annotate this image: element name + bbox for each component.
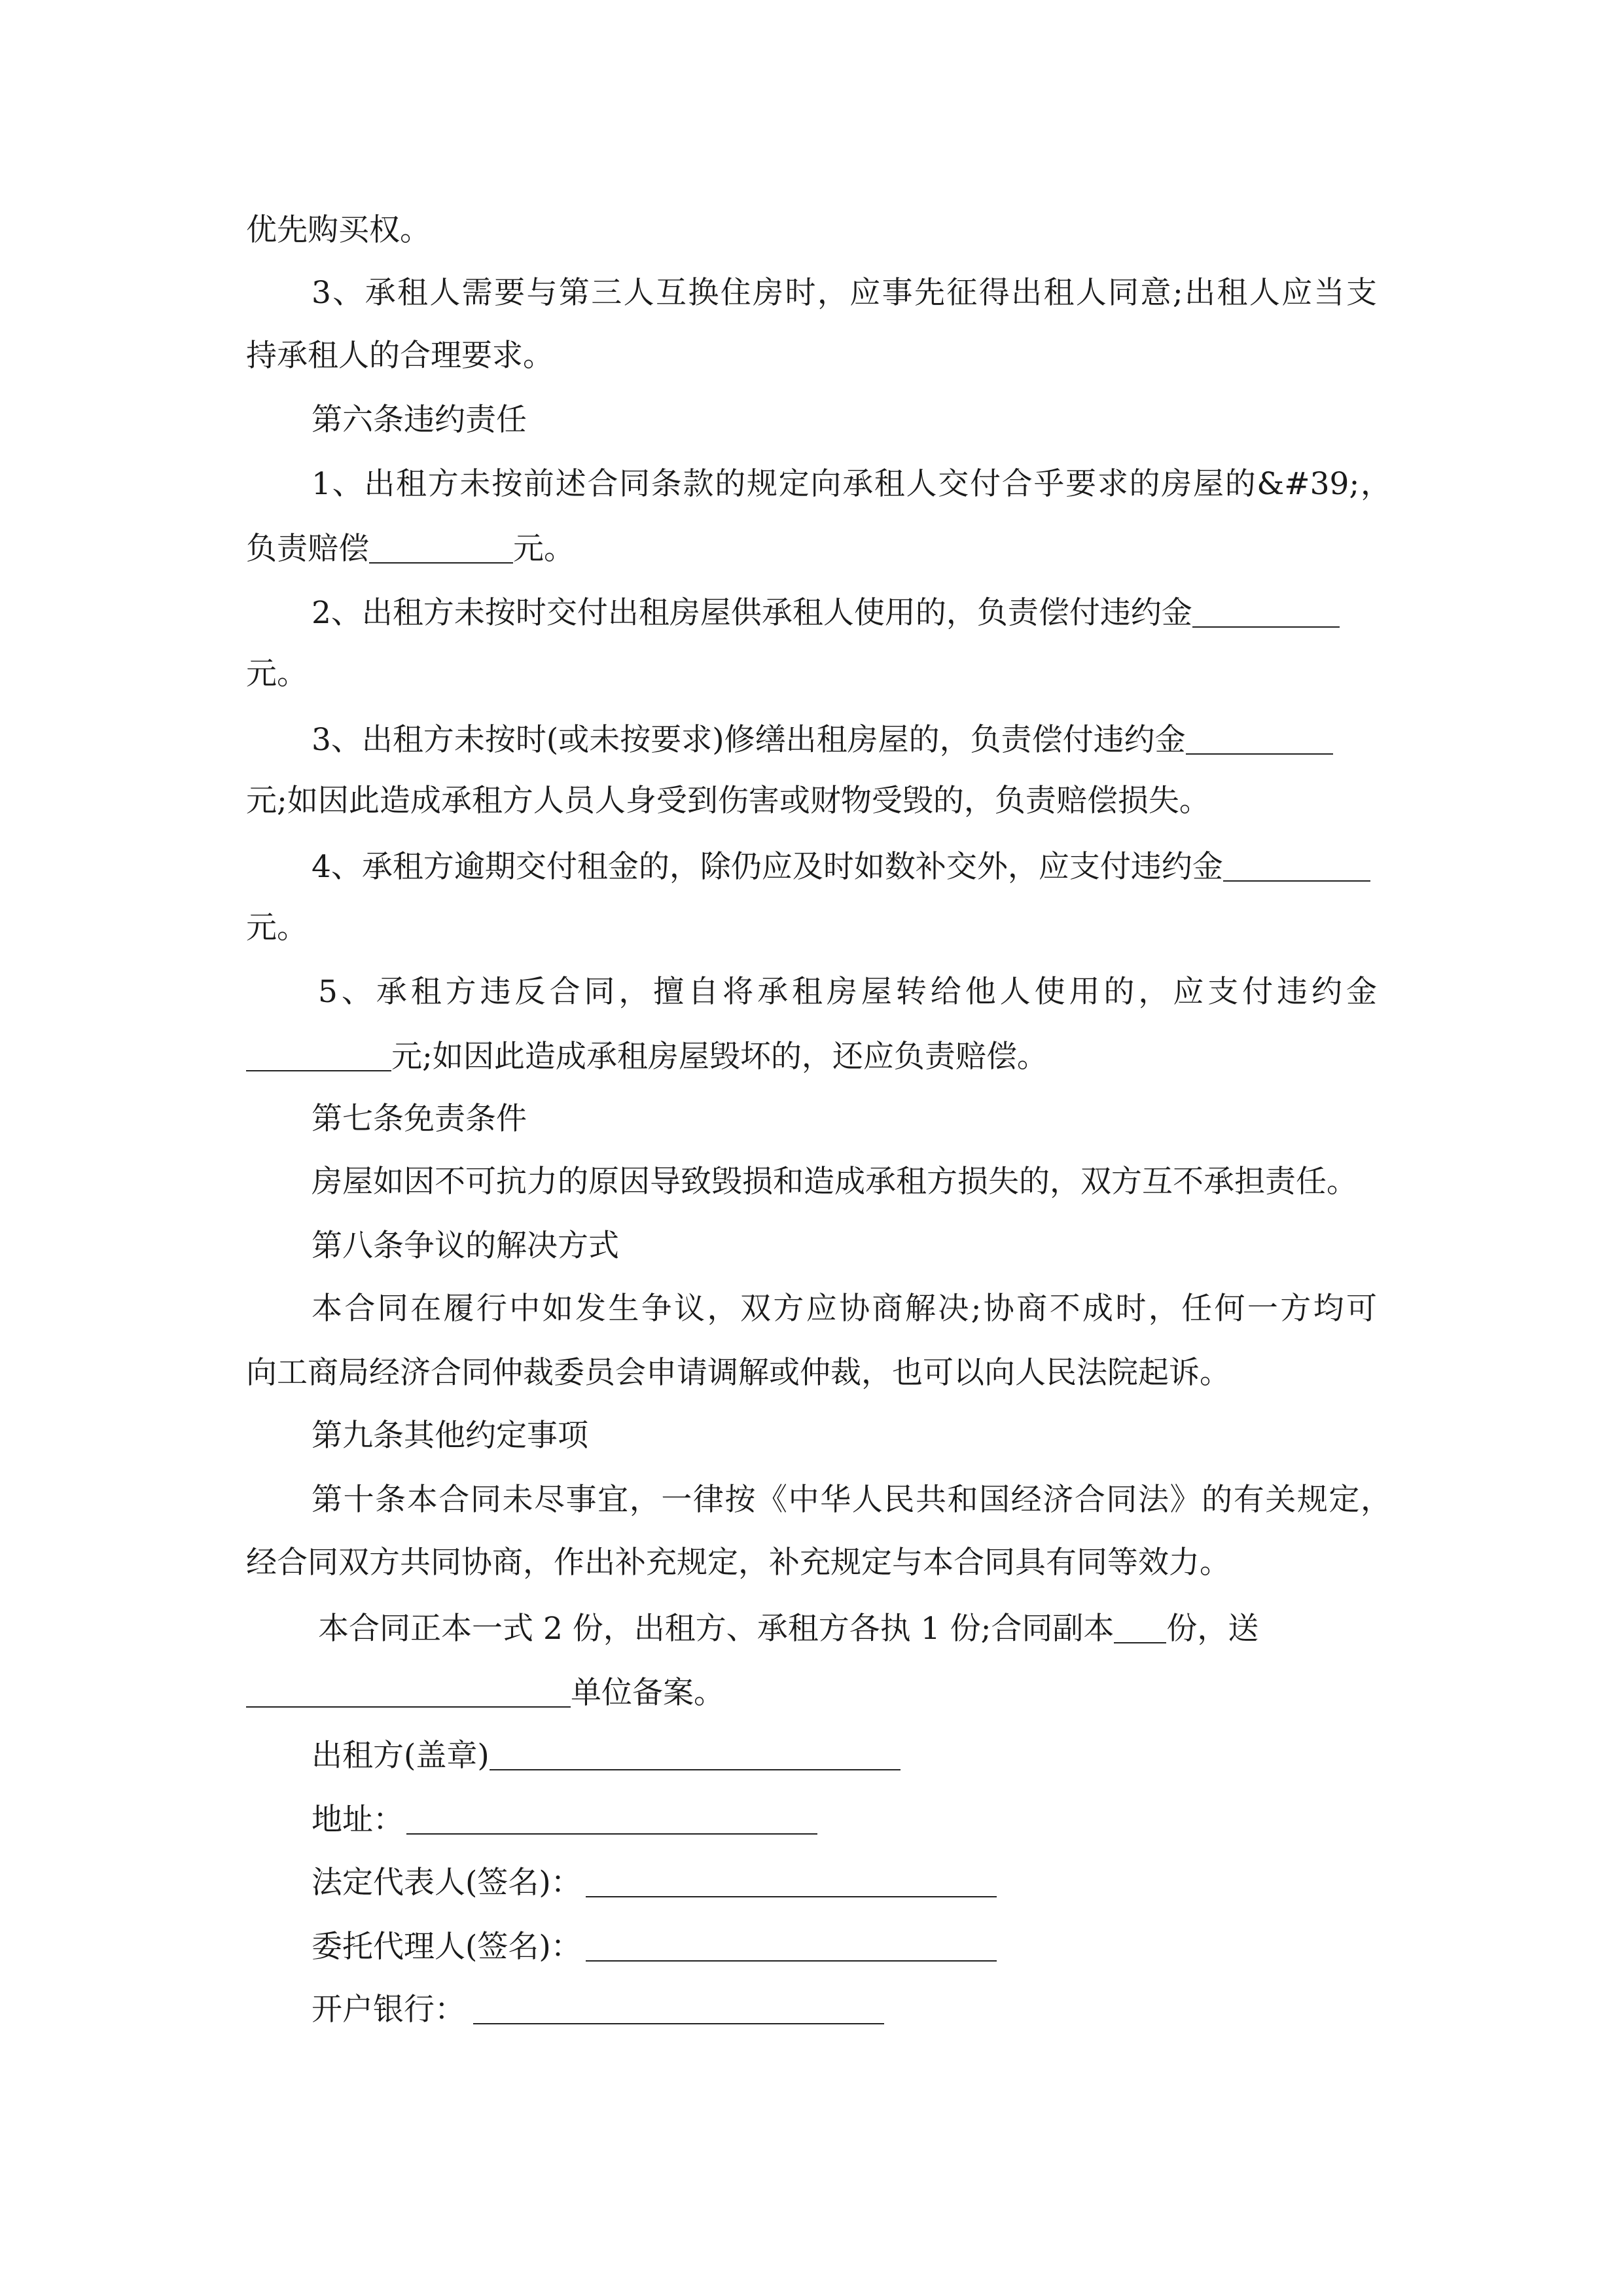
section-heading: 第八条争议的解决方式 <box>312 1228 619 1264</box>
signature-field: 法定代表人(签名)： <box>312 1865 997 1898</box>
blank-underline <box>1114 1611 1166 1643</box>
signature-underline <box>586 1865 997 1897</box>
paragraph-line: 经合同双方共同协商，作出补充规定，补充规定与本合同具有同等效力。 <box>246 1545 1230 1581</box>
signature-underline <box>473 1992 884 2024</box>
paragraph-line: 第十条本合同未尽事宜，一律按《中华人民共和国经济合同法》的有关规定， <box>312 1482 1391 1518</box>
paragraph-line: 向工商局经济合同仲裁委员会申请调解或仲裁，也可以向人民法院起诉。 <box>246 1355 1230 1391</box>
paragraph-line: 本合同在履行中如发生争议，双方应协商解决;协商不成时，任何一方均可 <box>312 1291 1377 1327</box>
paragraph-line: 元。 <box>246 910 308 946</box>
paragraph-line: 负责赔偿 元。 <box>246 530 575 567</box>
signature-field: 开户银行： <box>312 1992 884 2025</box>
paragraph-line: 持承租人的合理要求。 <box>246 338 554 374</box>
section-heading: 第六条违约责任 <box>312 402 527 438</box>
signature-field: 地址： <box>312 1803 817 1835</box>
blank-underline <box>246 1039 391 1071</box>
blank-underline <box>246 1676 571 1708</box>
blank-underline <box>369 531 513 564</box>
signature-field: 委托代理人(签名)： <box>312 1929 997 1962</box>
paragraph-line: 单位备案。 <box>246 1676 724 1708</box>
paragraph-line: 3、出租方未按时(或未按要求)修缮出租房屋的，负责偿付违约金 <box>312 723 1333 755</box>
paragraph-line: 元;如因此造成承租方人员人身受到伤害或财物受毁的，负责赔偿损失。 <box>246 783 1210 819</box>
signature-underline <box>490 1738 901 1770</box>
paragraph-line: 本合同正本一式 2 份，出租方、承租方各执 1 份;合同副本 份，送 <box>318 1610 1259 1647</box>
paragraph-line: 1、出租方未按前述合同条款的规定向承租人交付合乎要求的房屋的&#39;， <box>312 466 1391 502</box>
signature-field: 出租方(盖章) <box>312 1738 901 1771</box>
paragraph-line: 2、出租方未按时交付出租房屋供承租人使用的，负责偿付违约金 <box>312 596 1340 628</box>
paragraph-line: 5、承租方违反合同，擅自将承租房屋转给他人使用的，应支付违约金 <box>318 974 1377 1010</box>
paragraph-line: 元。 <box>246 656 308 692</box>
paragraph-line: 房屋如因不可抗力的原因导致毁损和造成承租方损失的，双方互不承担责任。 <box>312 1164 1357 1200</box>
section-heading: 第九条其他约定事项 <box>312 1418 588 1454</box>
signature-underline <box>406 1803 817 1835</box>
paragraph-line: 3、承租人需要与第三人互换住房时，应事先征得出租人同意;出租人应当支 <box>312 275 1377 311</box>
paragraph-line: 优先购买权。 <box>246 212 431 248</box>
paragraph-line: 元;如因此造成承租房屋毁坏的，还应负责赔偿。 <box>246 1039 1048 1072</box>
paragraph-line: 4、承租方逾期交付租金的，除仍应及时如数补交外，应支付违约金 <box>312 850 1370 882</box>
signature-underline <box>586 1929 997 1962</box>
blank-underline <box>1192 596 1340 628</box>
section-heading: 第七条免责条件 <box>312 1101 527 1137</box>
blank-underline <box>1223 850 1370 882</box>
blank-underline <box>1186 723 1333 755</box>
